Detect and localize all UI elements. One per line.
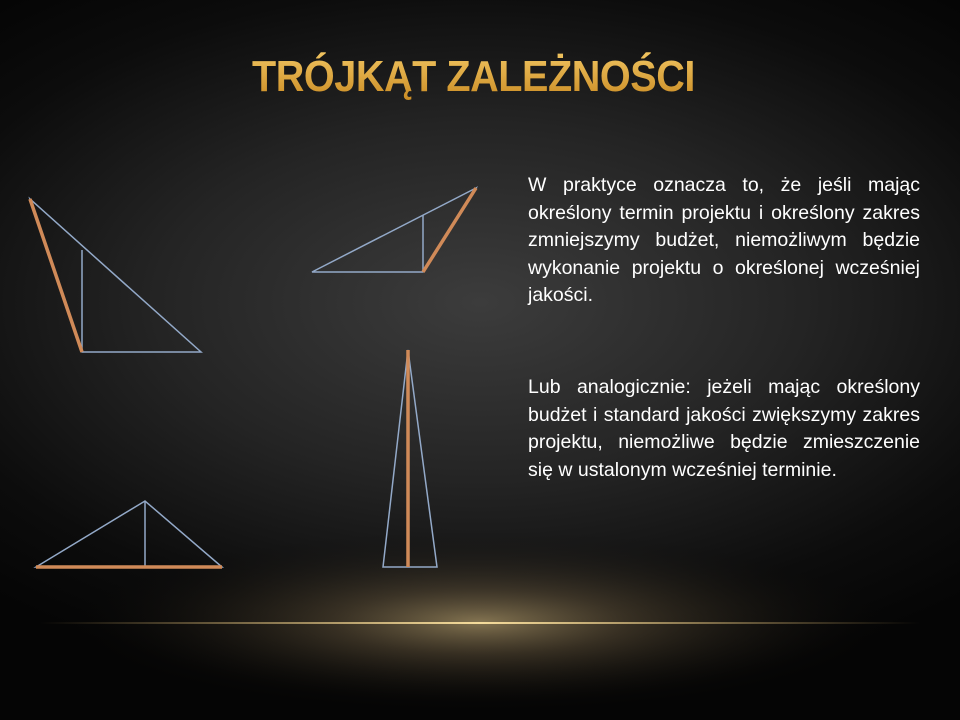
triangle-bottom-left-outline [36,501,222,567]
triangle-top-right-highlight-edge [423,188,476,272]
paragraph-budget-reduction: W praktyce oznacza to, że jeśli mając określony termin projektu i określony zakres zmniejszymy budżet, niemożliwym będzie wykonanie projektu o określonej wcześniej jakości. [528,174,920,306]
triangle-tall-middle-outline [383,350,437,567]
triangle-tall-middle [383,350,437,567]
triangle-top-right [312,188,476,272]
triangle-bottom-left [36,501,222,567]
slide-title: TRÓJKĄT ZALEŻNOŚCI [252,52,695,101]
triangle-top-left [30,199,201,352]
paragraph-scope-increase: Lub analogicznie: jeżeli mając określony budżet i standard jakości zwiększymy zakres projektu, niemożliwe będzie zmieszczenie się w ustalonym wcześniej terminie. [528,376,920,481]
